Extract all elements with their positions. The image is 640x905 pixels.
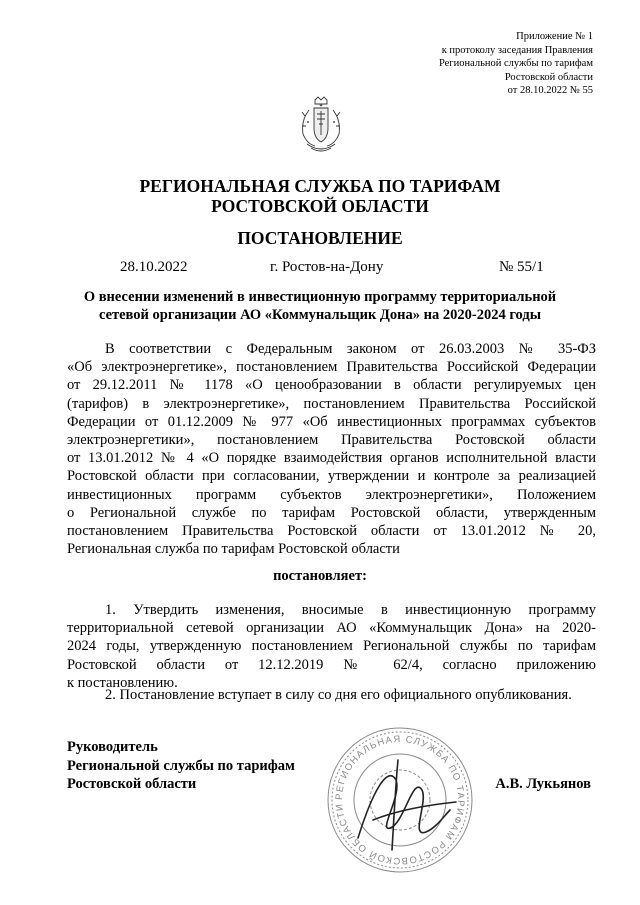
signature-position-line: Руководитель xyxy=(67,739,158,755)
signature-position xyxy=(67,738,295,794)
text-line: инвестиционных программ субъектов электроэнергетики», Положением xyxy=(67,486,596,503)
appendix-line: к протоколу заседания Правления xyxy=(441,44,593,56)
text-line: электроэнергетики», постановлением Правительства Ростовской области xyxy=(67,431,596,448)
text-line: от 13.01.2012 № 4 «О порядке взаимодействия органов исполнительной власти xyxy=(67,450,596,467)
appendix-line: от 28.10.2022 № 55 xyxy=(507,85,593,96)
signature-position-line: Ростовской области xyxy=(67,776,197,792)
signer-name: А.В. Лукьянов xyxy=(495,776,591,792)
text-line: о Региональной службе по тарифам Ростовской области, утвержденным xyxy=(67,504,596,521)
text-line: территориальной сетевой организации АО «Коммунальщик Дона» на 2020- xyxy=(67,620,596,637)
text-line: 2024 годы, утвержденную постановлением Региональной службы по тарифам xyxy=(67,638,596,655)
text-line: В соответствии с Федеральным законом от 26.03.2003 № 35-ФЗ xyxy=(105,341,596,357)
text-line: к постановлению. xyxy=(67,674,178,691)
text-line: Региональная служба по тарифам Ростовской области xyxy=(67,541,400,558)
document-title-line1: О внесении изменений в инвестиционную программу территориальной xyxy=(83,289,557,305)
document-date: 28.10.2022 xyxy=(120,259,188,275)
resolution-item-1 xyxy=(67,601,596,692)
appendix-line: Ростовской области xyxy=(504,71,593,83)
official-seal-icon xyxy=(318,720,483,880)
text-line: Федерации от 01.12.2009 № 977 «Об инвестиционных программах субъектов xyxy=(67,413,596,430)
document-place: г. Ростов-на-Дону xyxy=(270,259,384,275)
document-type: ПОСТАНОВЛЕНИЕ xyxy=(237,228,403,248)
text-line: Ростовской области от 12.12.2019 № 62/4, согласно приложению xyxy=(67,656,596,673)
appendix-note xyxy=(363,30,593,98)
resolves-heading: постановляет: xyxy=(273,568,367,584)
text-line: (тарифов) в электроэнергетике», постановлением Правительства Российской xyxy=(67,395,596,412)
text-line: постановлением Правительства Ростовской области от 13.01.2012 № 20, xyxy=(67,522,596,539)
appendix-line: Приложение № 1 xyxy=(516,31,593,42)
text-line: от 29.12.2011 № 1178 «О ценообразовании в области регулируемых цен xyxy=(67,377,596,394)
signature-position-line: Региональной службы по тарифам xyxy=(67,757,295,774)
seal-ring-text: РЕГИОНАЛЬНАЯ СЛУЖБА ПО ТАРИФАМ РОСТОВСКОЙ ОБЛАСТИ xyxy=(333,733,467,867)
text-line: Ростовской области при согласовании, утверждении и контроле за реализацией xyxy=(67,468,596,485)
coat-of-arms-icon xyxy=(299,96,343,156)
text-line: 2. Постановление вступает в силу со дня его официального опубликования. xyxy=(105,687,572,703)
appendix-line: Региональной службы по тарифам xyxy=(438,58,593,69)
org-name-line1: РЕГИОНАЛЬНАЯ СЛУЖБА ПО ТАРИФАМ xyxy=(139,176,501,196)
org-name-line2: РОСТОВСКОЙ ОБЛАСТИ xyxy=(211,196,429,216)
text-line: «Об электроэнергетике», постановлением Правительства Российской Федерации xyxy=(67,359,596,376)
resolution-item-2 xyxy=(67,686,596,704)
document-title-line2: сетевой организации АО «Коммунальщик Дона» на 2020-2024 годы xyxy=(98,307,542,323)
text-line: 1. Утвердить изменения, вносимые в инвестиционную программу xyxy=(105,602,596,618)
document-number: № 55/1 xyxy=(499,259,544,275)
preamble-paragraph xyxy=(67,340,596,558)
